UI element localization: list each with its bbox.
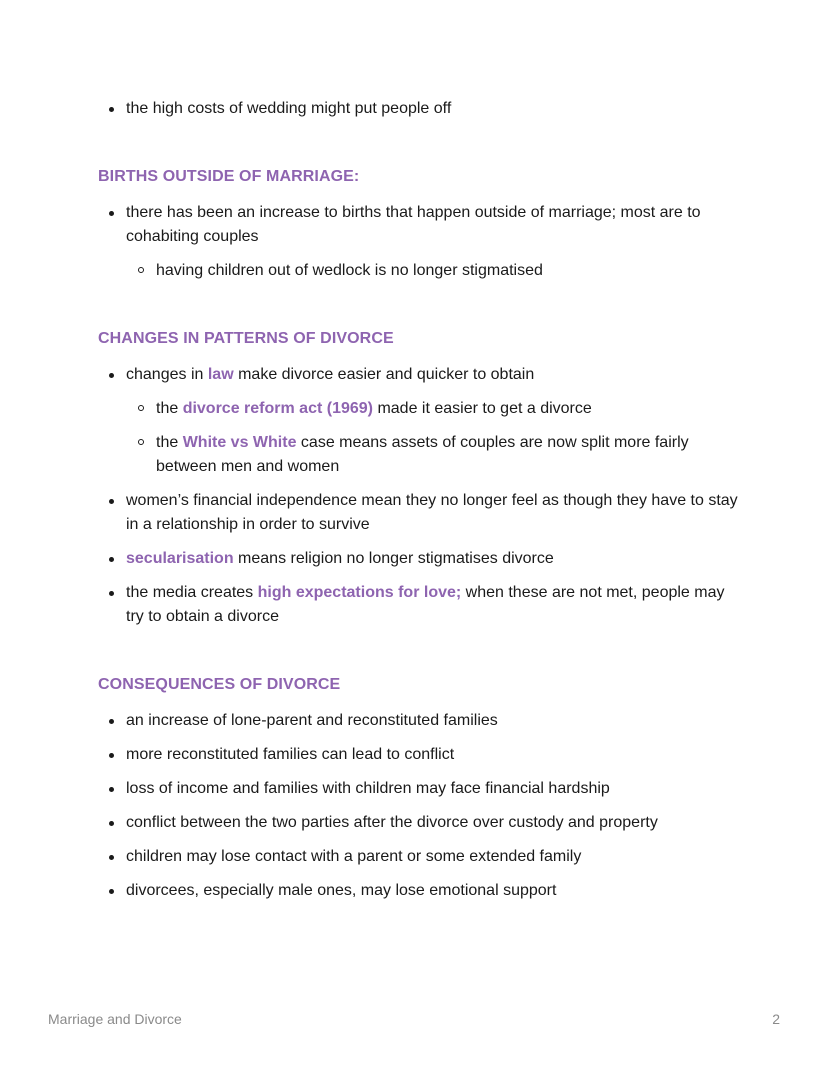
highlight-secularisation: secularisation — [126, 550, 234, 567]
list-item: divorcees, especially male ones, may lose emotional support — [98, 879, 738, 903]
highlight-divorce-reform-act: divorce reform act (1969) — [182, 400, 373, 417]
list-item: children may lose contact with a parent or some extended family — [98, 845, 738, 869]
sub-list-item: having children out of wedlock is no longer stigmatised — [126, 259, 738, 283]
consequences-list — [98, 709, 738, 903]
list-item-text: there has been an increase to births that happen outside of marriage; most are to cohabiting couples — [126, 204, 701, 245]
list-item — [98, 581, 738, 629]
births-list — [98, 201, 738, 283]
section-heading-births: BIRTHS OUTSIDE OF MARRIAGE: — [98, 168, 360, 185]
text-run: changes in — [126, 366, 208, 383]
list-item: loss of income and families with children may face financial hardship — [98, 777, 738, 801]
list-item — [98, 201, 738, 283]
highlight-white-vs-white: White vs White — [182, 434, 297, 451]
text-run: the media creates — [126, 584, 258, 601]
text-run: means religion no longer stigmatises divorce — [233, 550, 554, 567]
footer-page-number: 2 — [772, 1011, 780, 1027]
intro-list — [98, 97, 738, 121]
list-item — [98, 363, 738, 479]
text-run: make divorce easier and quicker to obtain — [233, 366, 535, 383]
footer-document-title: Marriage and Divorce — [48, 1011, 182, 1027]
text-run: the — [156, 434, 183, 451]
sub-list-item — [126, 397, 738, 421]
highlight-law: law — [207, 366, 234, 383]
section-heading-consequences: CONSEQUENCES OF DIVORCE — [98, 676, 341, 693]
list-item: women’s financial independence mean they no longer feel as though they have to stay in a relationship in order to survive — [98, 489, 738, 537]
list-item: conflict between the two parties after the divorce over custody and property — [98, 811, 738, 835]
list-item — [98, 547, 738, 571]
sub-list — [126, 259, 738, 283]
highlight-high-expectations: high expectations for love; — [257, 584, 462, 601]
page-content — [98, 97, 738, 913]
section-heading-divorce-patterns: CHANGES IN PATTERNS OF DIVORCE — [98, 330, 394, 347]
sub-list — [126, 397, 738, 479]
list-item: more reconstituted families can lead to conflict — [98, 743, 738, 767]
list-item: the high costs of wedding might put people off — [98, 97, 738, 121]
list-item: an increase of lone-parent and reconstituted families — [98, 709, 738, 733]
sub-list-item — [126, 431, 738, 479]
text-run: made it easier to get a divorce — [373, 400, 592, 417]
text-run: case means assets of couples are now split more fairly between men and women — [156, 434, 689, 475]
divorce-patterns-list — [98, 363, 738, 629]
text-run: the — [156, 400, 183, 417]
text-run: when these are not met, people may try to obtain a divorce — [126, 584, 725, 625]
